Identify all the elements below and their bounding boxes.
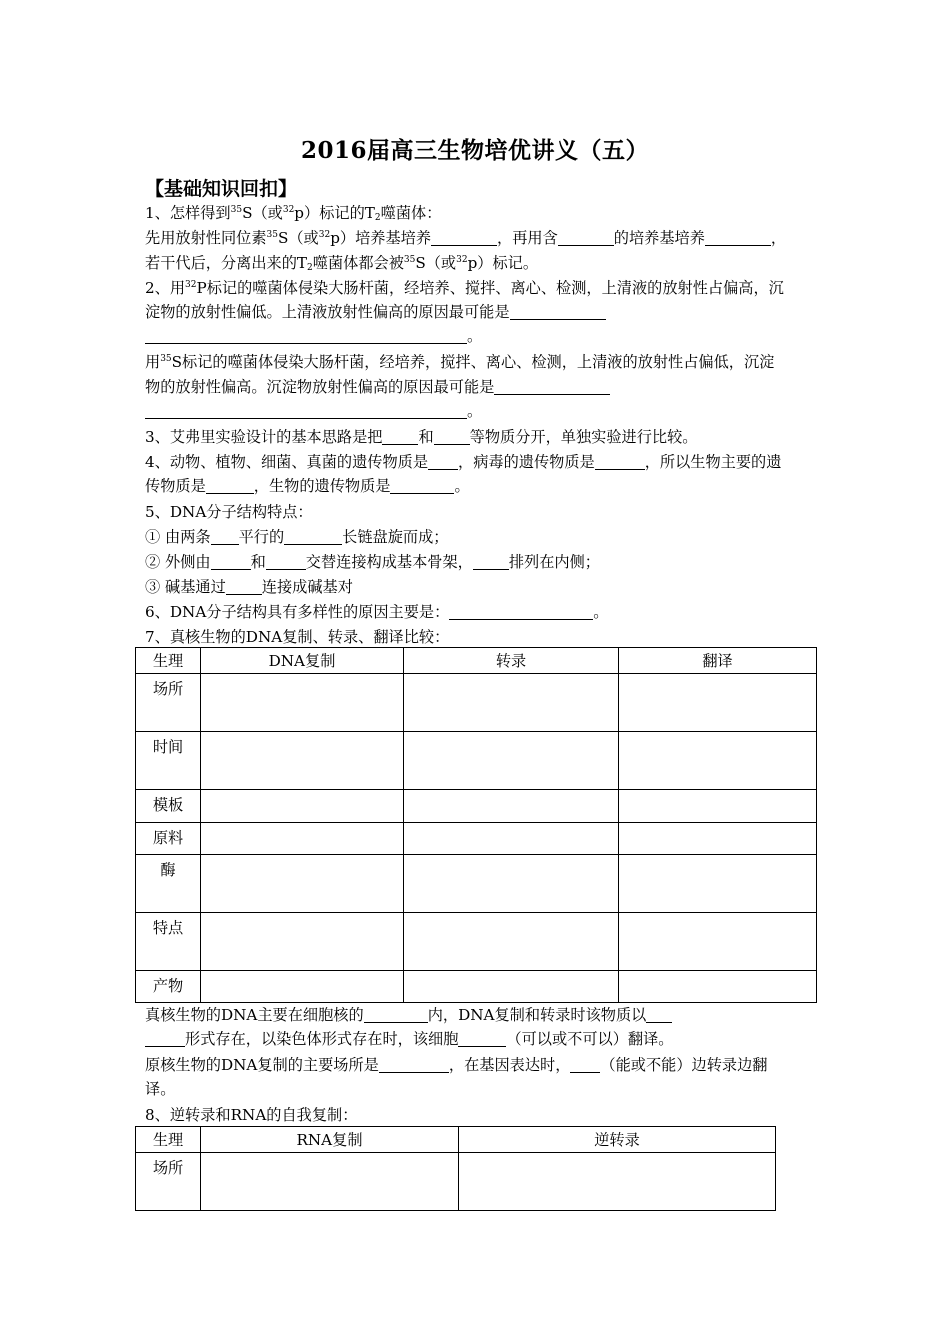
answer-cell[interactable] — [619, 732, 817, 790]
after-table-line-3: 原核生物的DNA复制的主要场所是 ，在基因表达时， （能或不能）边转录边翻 — [145, 1056, 768, 1074]
row-label: 场所 — [136, 674, 201, 732]
answer-cell[interactable] — [201, 971, 404, 1003]
table-header: 翻译 — [619, 648, 817, 674]
question-1-line-3: 若干代后，分离出来的$T_2$噬菌体都会被$^{35}$S（或$^{32}$p）标记。 — [145, 254, 539, 273]
question-2b-line-2: 物的放射性偏高。沉淀物放射性偏高的原因最可能是 — [145, 377, 817, 397]
answer-blank[interactable] — [390, 478, 454, 494]
answer-blank[interactable] — [382, 429, 418, 445]
after-table-line-4: 译。 — [145, 1080, 176, 1098]
answer-cell[interactable] — [201, 732, 404, 790]
answer-blank[interactable] — [145, 403, 467, 419]
answer-cell[interactable] — [619, 674, 817, 732]
answer-cell[interactable] — [404, 823, 619, 855]
answer-blank[interactable] — [428, 454, 458, 470]
answer-cell[interactable] — [619, 913, 817, 971]
question-1: 1、怎样得到$^{35}$S（或$^{32}$p）标记的$T_2$噬菌体： — [145, 204, 442, 223]
answer-blank[interactable] — [646, 1007, 672, 1023]
answer-cell[interactable] — [201, 855, 404, 913]
answer-cell[interactable] — [201, 1153, 459, 1211]
answer-cell[interactable] — [619, 790, 817, 823]
page-title: 2016届高三生物培优讲义（五） — [300, 137, 649, 164]
table-header: RNA复制 — [201, 1127, 459, 1153]
table-header: DNA复制 — [201, 648, 404, 674]
after-table-line-1: 真核生物的DNA主要在细胞核的 内，DNA复制和转录时该物质以 — [145, 1005, 817, 1025]
answer-blank[interactable] — [145, 1031, 185, 1047]
answer-blank[interactable] — [284, 529, 342, 545]
answer-cell[interactable] — [404, 732, 619, 790]
answer-blank[interactable] — [434, 429, 470, 445]
question-3: 3、艾弗里实验设计的基本思路是把 和 等物质分开，单独实验进行比较。 — [145, 428, 698, 446]
question-6: 6、DNA分子结构具有多样性的原因主要是： 。 — [145, 603, 609, 621]
question-2-line-2: 淀物的放射性偏低。上清液放射性偏高的原因最可能是 — [145, 302, 817, 322]
table-header: 转录 — [404, 648, 619, 674]
row-label: 场所 — [136, 1153, 201, 1211]
question-7-title: 7、真核生物的DNA复制、转录、翻译比较： — [145, 628, 450, 646]
answer-blank[interactable] — [595, 454, 645, 470]
answer-blank[interactable] — [473, 554, 509, 570]
answer-blank[interactable] — [145, 328, 467, 344]
answer-blank[interactable] — [431, 230, 497, 246]
question-4: 4、动物、植物、细菌、真菌的遗传物质是 ，病毒的遗传物质是 ，所以生物主要的遗 — [145, 453, 782, 471]
answer-cell[interactable] — [619, 855, 817, 913]
answer-blank[interactable] — [379, 1057, 449, 1073]
answer-blank[interactable] — [449, 604, 593, 620]
answer-cell[interactable] — [619, 823, 817, 855]
row-label: 酶 — [136, 855, 201, 913]
question-2-line-3: 。 — [145, 326, 817, 346]
answer-blank[interactable] — [510, 304, 606, 320]
answer-blank[interactable] — [458, 1031, 506, 1047]
answer-cell[interactable] — [201, 913, 404, 971]
section-heading: 【基础知识回扣】 — [145, 178, 298, 200]
answer-cell[interactable] — [404, 913, 619, 971]
answer-blank[interactable] — [226, 579, 262, 595]
answer-blank[interactable] — [211, 554, 251, 570]
table-header: 逆转录 — [459, 1127, 776, 1153]
answer-cell[interactable] — [404, 971, 619, 1003]
question-5-item-2: ② 外侧由 和 交替连接构成基本骨架， 排列在内侧； — [145, 553, 600, 571]
row-label: 模板 — [136, 790, 201, 823]
question-5-item-3: ③ 碱基通过 连接成碱基对 — [145, 578, 353, 596]
answer-cell[interactable] — [404, 855, 619, 913]
answer-cell[interactable] — [619, 971, 817, 1003]
answer-blank[interactable] — [570, 1057, 600, 1073]
row-label: 产物 — [136, 971, 201, 1003]
comparison-table — [135, 647, 817, 1003]
row-label: 原料 — [136, 823, 201, 855]
answer-cell[interactable] — [459, 1153, 776, 1211]
answer-blank[interactable] — [364, 1007, 428, 1023]
answer-cell[interactable] — [201, 823, 404, 855]
question-2: 2、用$^{32}$P标记的噬菌体侵染大肠杆菌，经培养、搅拌、离心、检测，上清液的放射性占偏高，沉 — [145, 279, 784, 297]
after-table-line-2: 形式存在，以染色体形式存在时，该细胞 （可以或不可以）翻译。 — [145, 1029, 817, 1049]
question-5-title: 5、DNA分子结构特点： — [145, 503, 313, 521]
table-header: 生理 — [136, 1127, 201, 1153]
question-1-line-2: 先用放射性同位素$^{35}$S（或$^{32}$p）培养基培养 ，再用含 的培养基培养 ， — [145, 229, 787, 247]
answer-blank[interactable] — [558, 230, 614, 246]
answer-blank[interactable] — [211, 529, 239, 545]
answer-blank[interactable] — [206, 478, 254, 494]
answer-cell[interactable] — [201, 674, 404, 732]
row-label: 特点 — [136, 913, 201, 971]
question-2b-line-3: 。 — [145, 401, 817, 421]
answer-blank[interactable] — [705, 230, 771, 246]
question-4-line-2: 传物质是 ，生物的遗传物质是 。 — [145, 477, 470, 495]
answer-cell[interactable] — [404, 790, 619, 823]
rna-table — [135, 1126, 776, 1211]
row-label: 时间 — [136, 732, 201, 790]
answer-cell[interactable] — [201, 790, 404, 823]
question-5-item-1: ① 由两条 平行的 长链盘旋而成； — [145, 528, 449, 546]
answer-cell[interactable] — [404, 674, 619, 732]
question-8-title: 8、逆转录和RNA的自我复制： — [145, 1106, 358, 1124]
question-2b: 用$^{35}$S标记的噬菌体侵染大肠杆菌，经培养，搅拌、离心、检测，上清液的放射性占偏低，沉淀 — [145, 353, 775, 371]
answer-blank[interactable] — [266, 554, 306, 570]
answer-blank[interactable] — [494, 379, 610, 395]
table-header: 生理 — [136, 648, 201, 674]
